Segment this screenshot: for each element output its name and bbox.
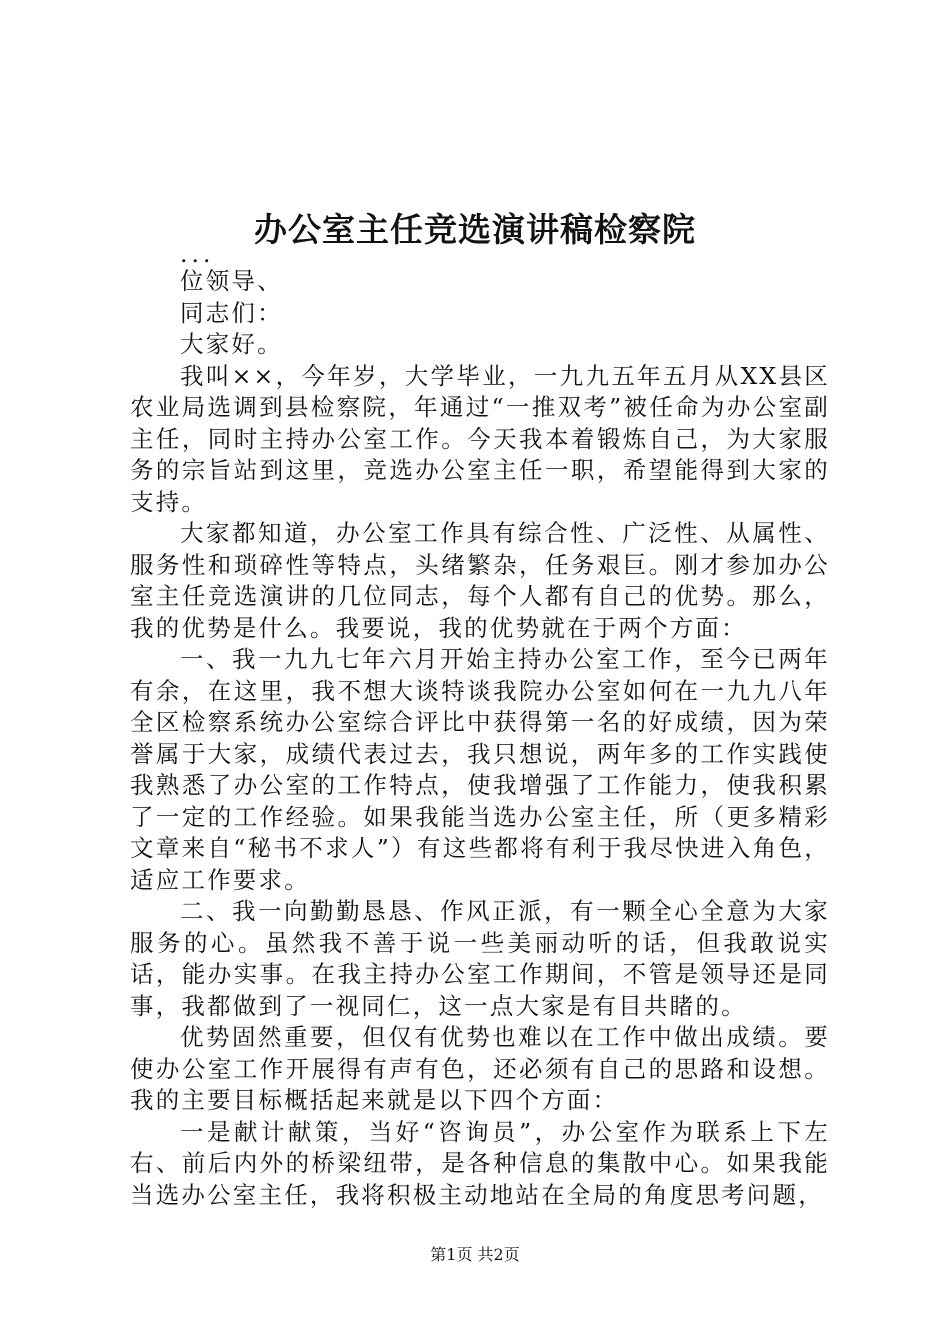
paragraph-office-characteristics: 大家都知道，办公室工作具有综合性、广泛性、从属性、服务性和琐碎性等特点，头绪繁杂，任务艰巨。刚才参加办公室主任竞选演讲的几位同志，每个人都有自己的优势。那么，我的优势是什么。我要说，我的优势就在于两个方面： <box>130 519 830 642</box>
document-title: 办公室主任竞选演讲稿检察院 <box>254 210 696 250</box>
paragraph-goals-intro: 优势固然重要，但仅有优势也难以在工作中做出成绩。要使办公室工作开展得有声有色，还必须有自己的思路和设想。我的主要目标概括起来就是以下四个方面： <box>130 1023 830 1114</box>
ellipsis-line: ... <box>180 240 215 268</box>
page-number-footer: 第1页 共2页 <box>430 1245 520 1264</box>
greeting: 大家好。 <box>180 330 283 358</box>
paragraph-advantage-two: 二、我一向勤勤恳恳、作风正派，有一颗全心全意为大家服务的心。虽然我不善于说一些美丽动听的话，但我敢说实话，能办实事。在我主持办公室工作期间，不管是领导还是同事，我都做到了一视同仁，这一点大家是有目共睹的。 <box>130 897 830 1020</box>
paragraph-advantage-one: 一、我一九九七年六月开始主持办公室工作，至今已两年有余，在这里，我不想大谈特谈我院办公室如何在一九九八年全区检察系统办公室综合评比中获得第一名的好成绩，因为荣誉属于大家，成绩代表过去，我只想说，两年多的工作实践使我熟悉了办公室的工作特点，使我增强了工作能力，使我积累了一定的工作经验。如果我能当选办公室主任，所（更多精彩文章来自“秘书不求人”）有这些都将有利于我尽快进入角色，适应工作要求。 <box>130 645 830 894</box>
salutation-comrades: 同志们： <box>180 298 283 327</box>
paragraph-goal-one: 一是献计献策，当好“咨询员”，办公室作为联系上下左右、前后内外的桥梁纽带，是各种信息的集散中心。如果我能当选办公室主任，我将积极主动地站在全局的角度思考问题， <box>130 1117 830 1209</box>
salutation-leaders: 位领导、 <box>180 267 283 295</box>
document-body <box>130 242 830 1211</box>
paragraph-introduction: 我叫××，今年岁，大学毕业，一九九五年五月从XX县区农业局选调到县检察院，年通过“一推双考”被任命为办公室副主任，同时主持办公室工作。今天我本着锻炼自己，为大家服务的宗旨站到这里，竞选办公室主任一职，希望能得到大家的支持。 <box>130 361 830 516</box>
